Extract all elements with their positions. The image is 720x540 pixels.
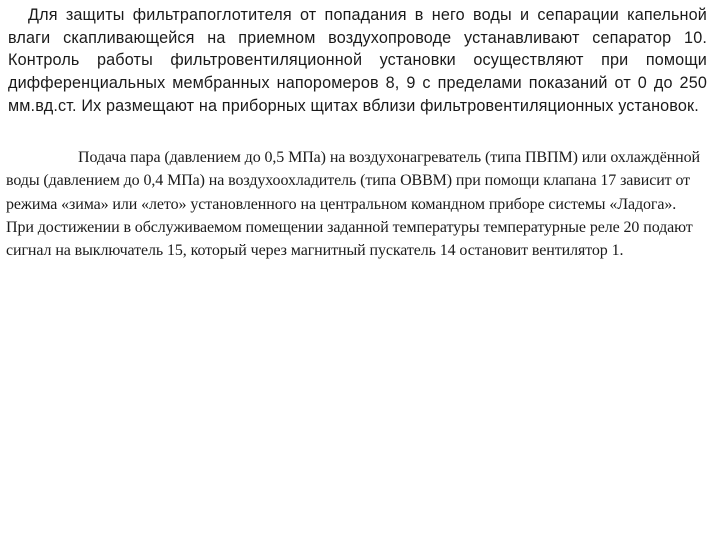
paragraph-heat-supply: Подача пара (давлением до 0,5 МПа) на воздухонагреватель (типа ПВПМ) или охлаждённой воды (давлением до 0,4 МПа) на воздухоохладитель (типа ОВВМ) при помощи клапана 17 зависит от режима «зима» или «лето» установленного на центральном командном приборе системы «Ладога». При достижении в обслуживаемом помещении заданной температуры температурные реле 20 подают сигнал на выключатель 15, который через магнитный пускатель 14 остановит вентилятор 1. <box>6 149 700 260</box>
paragraph-filter-separator: Для защиты фильтрапоглотителя от попадания в него воды и сепарации капельной влаги скапливающейся на приемном воздухопроводе устанавливают сепаратор 10. Контроль работы фильтровентиляционной установки осуществляют при помощи дифференциальных мембранных напоромеров 8, 9 с пределами показаний от 0 до 250 мм.вд.ст. Их размещают на приборных щитах вблизи фильтровентиляционных установок. <box>8 6 707 115</box>
